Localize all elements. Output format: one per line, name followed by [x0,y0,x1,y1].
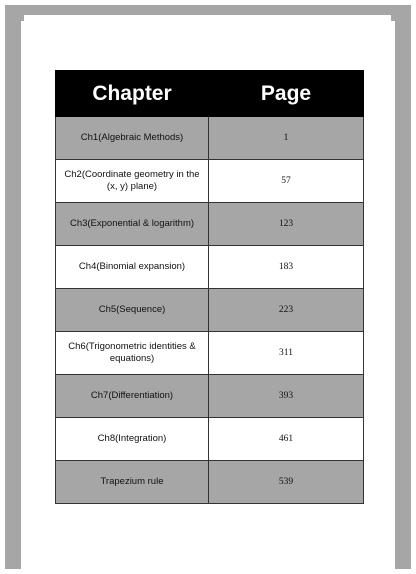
chapter-cell: Ch1(Algebraic Methods) [56,117,209,160]
page-cell: 183 [209,246,364,289]
chapter-cell: Ch2(Coordinate geometry in the (x, y) plane) [56,160,209,203]
page-cell: 223 [209,289,364,332]
table-header-row [56,71,364,117]
chapter-cell: Trapezium rule [56,461,209,504]
page-cell: 311 [209,332,364,375]
page-cell: 539 [209,461,364,504]
table-row [56,160,364,203]
table-row [56,332,364,375]
chapter-column-header: Chapter [56,71,209,117]
table-row [56,375,364,418]
page-column-header: Page [209,71,364,117]
table-row [56,461,364,504]
page-cell: 57 [209,160,364,203]
page-cell: 1 [209,117,364,160]
table-row [56,117,364,160]
chapter-cell: Ch7(Differentiation) [56,375,209,418]
chapter-cell: Ch8(Integration) [56,418,209,461]
chapter-cell: Ch6(Trigonometric identities & equations) [56,332,209,375]
table-of-contents [55,70,364,504]
chapter-cell: Ch3(Exponential & logarithm) [56,203,209,246]
table-row [56,203,364,246]
table-row [56,418,364,461]
chapter-cell: Ch5(Sequence) [56,289,209,332]
page-cell: 461 [209,418,364,461]
chapter-cell: Ch4(Binomial expansion) [56,246,209,289]
table-row [56,246,364,289]
page-cell: 393 [209,375,364,418]
table-row [56,289,364,332]
page-cell: 123 [209,203,364,246]
